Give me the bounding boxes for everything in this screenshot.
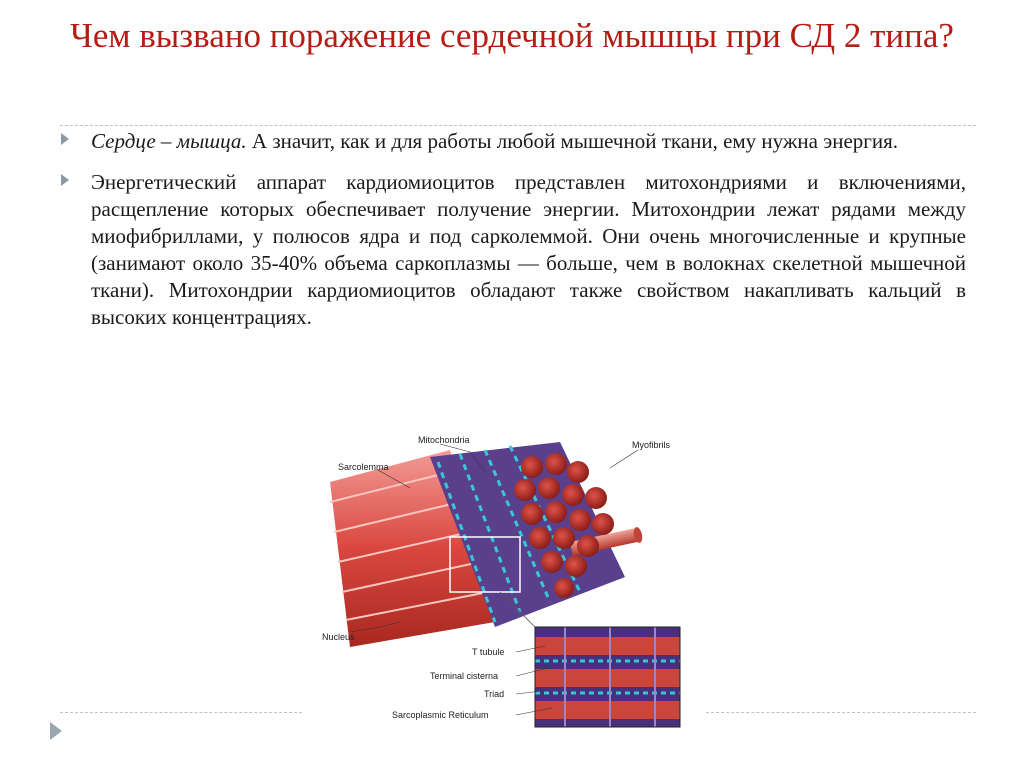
label-t-tubule: T tubule bbox=[472, 647, 505, 657]
bullet-item bbox=[60, 128, 966, 155]
top-separator bbox=[60, 125, 976, 126]
bullet-list bbox=[60, 128, 966, 331]
label-terminal-cisterna: Terminal cisterna bbox=[430, 671, 499, 681]
bullet-arrow-icon bbox=[60, 132, 70, 146]
bullet-item bbox=[60, 169, 966, 331]
bullet-arrow-icon bbox=[60, 173, 70, 187]
label-sarcoplasmic-reticulum: Sarcoplasmic Reticulum bbox=[392, 710, 489, 720]
bullet-italic-lead: Сердце – мышца. bbox=[91, 129, 247, 153]
cardiac-muscle-diagram bbox=[320, 432, 692, 732]
label-mitochondria: Mitochondria bbox=[418, 435, 470, 445]
label-triad: Triad bbox=[484, 689, 505, 699]
label-myofibrils: Myofibrils bbox=[632, 440, 671, 450]
slide-title: Чем вызвано поражение сердечной мышцы при СД 2 типа? bbox=[70, 16, 954, 55]
label-sarcolemma: Sarcolemma bbox=[338, 462, 389, 472]
bottom-separator-left bbox=[60, 712, 302, 713]
bullet-text: А значит, как и для работы любой мышечной ткани, ему нужна энергия. bbox=[246, 129, 899, 153]
nav-arrow-icon bbox=[48, 720, 64, 742]
bottom-separator-right bbox=[706, 712, 976, 713]
label-nucleus: Nucleus bbox=[322, 632, 355, 642]
bullet-text: Энергетический аппарат кардиомиоцитов представлен митохондриями и включениями, расщепление которых обеспечивает получение энергии. Митохондрии лежат рядами между миофибриллами, у полюсов ядра и под сарколеммой. Они очень многочисленные и крупные (занимают около 35-40% объема саркоплазмы — больше, чем в волокнах скелетной мышечной ткани). Митохондрии кардиомиоцитов обладают также свойством накапливать кальций в высоких концентрациях. bbox=[91, 170, 966, 329]
